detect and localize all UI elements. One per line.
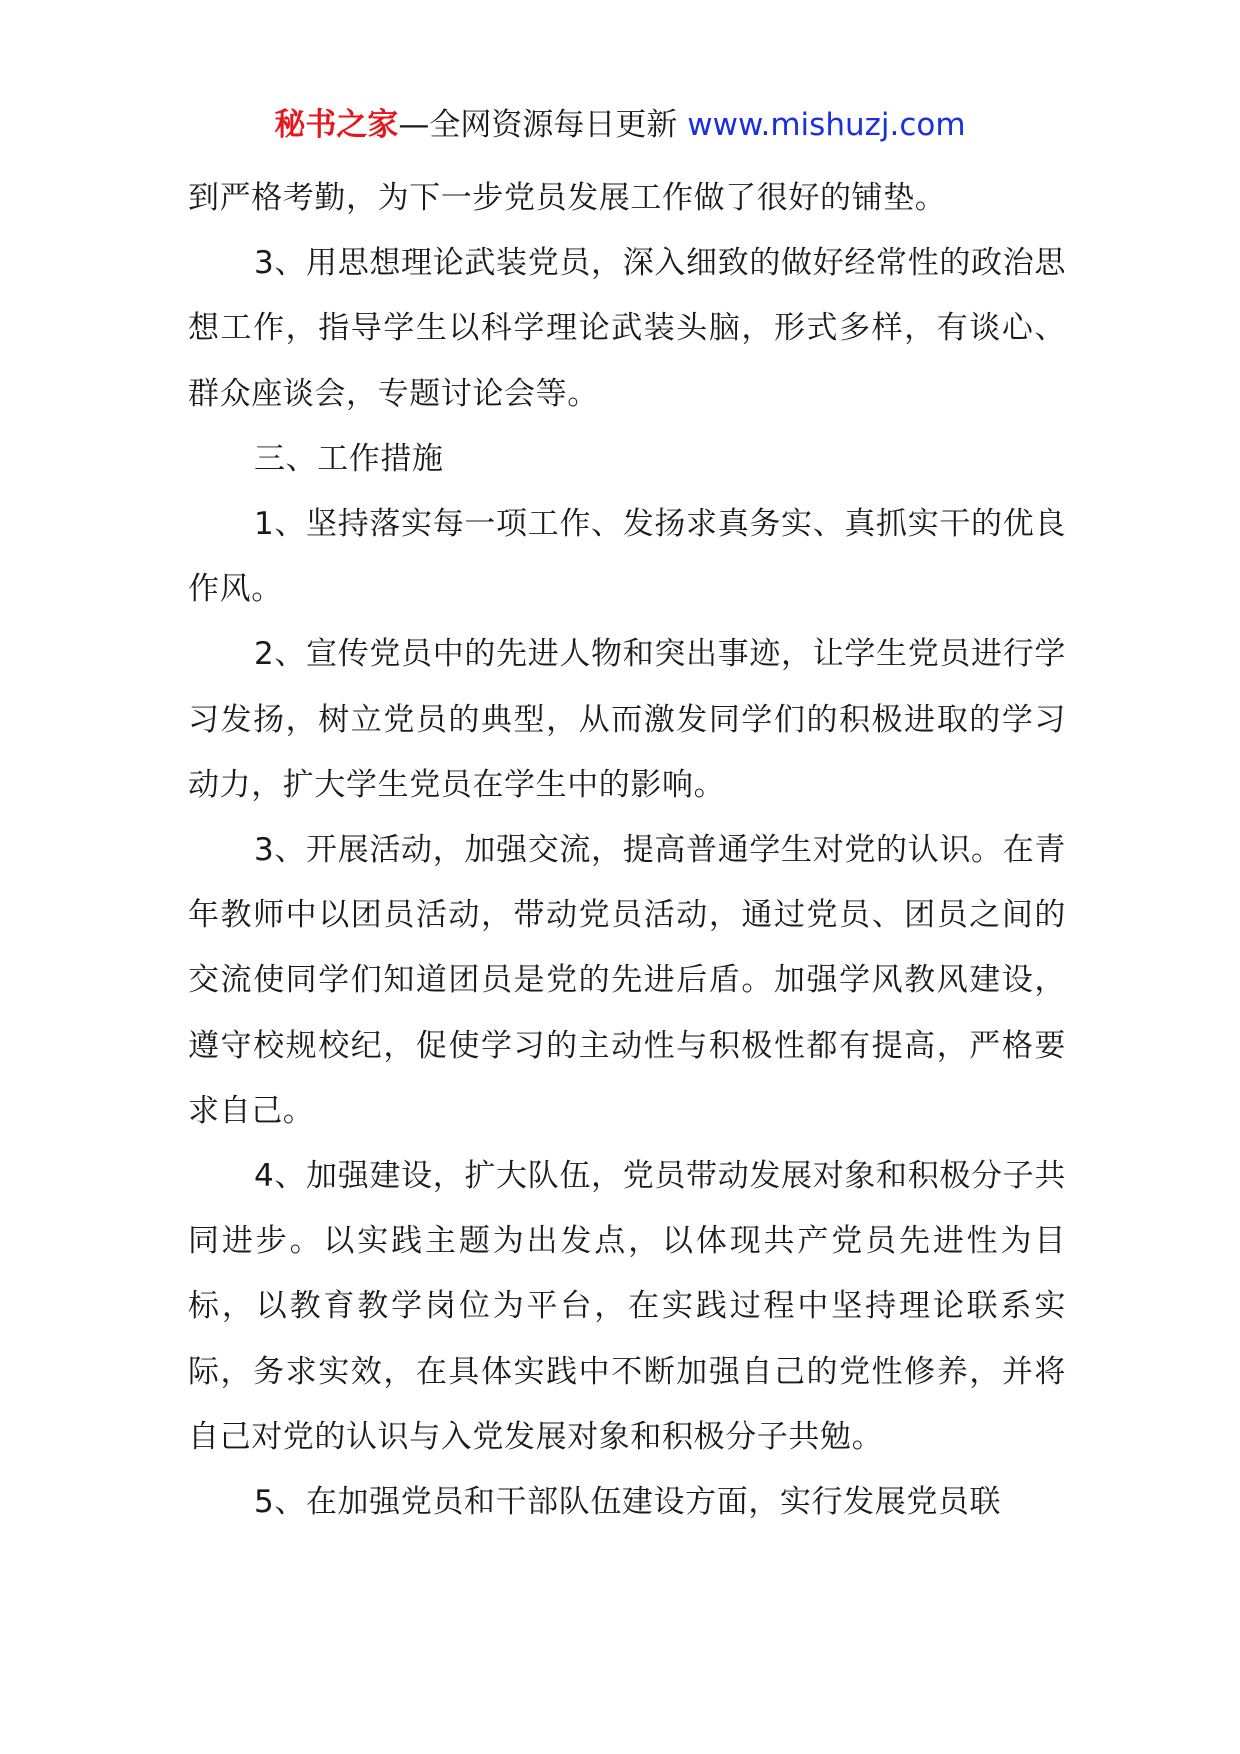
section-heading-work-measures: 三、工作措施 (254, 440, 444, 477)
paragraph-continuation: 到严格考勤，为下一步党员发展工作做了很好的铺垫。 (188, 180, 947, 216)
site-tagline: —全网资源每日更新 (398, 107, 688, 143)
paragraph-measure-2: 2、宣传党员中的先进人物和突出事迹，让学生党员进行学习发扬，树立党员的典型，从而激发同学们的积极进取的学习动力，扩大学生党员在学生中的影响。 (188, 636, 1066, 803)
paragraph-item-3-theory: 3、用思想理论武装党员，深入细致的做好经常性的政治思想工作，指导学生以科学理论武装头脑，形式多样，有谈心、群众座谈会，专题讨论会等。 (188, 245, 1066, 412)
site-brand: 秘书之家 (274, 107, 399, 143)
paragraph-measure-3: 3、开展活动，加强交流，提高普通学生对党的认识。在青年教师中以团员活动，带动党员活动，通过党员、团员之间的交流使同学们知道团员是党的先进后盾。加强学风教风建设，遵守校规校纪，促使学习的主动性与积极性都有提高，严格要求自己。 (188, 832, 1066, 1129)
site-url-link[interactable]: www.mishuzj.com (687, 107, 966, 143)
paragraph-measure-4: 4、加强建设，扩大队伍，党员带动发展对象和积极分子共同进步。以实践主题为出发点，以体现共产党员先进性为目标，以教育教学岗位为平台，在实践过程中坚持理论联系实际，务求实效，在具体实践中不断加强自己的党性修养，并将自己对党的认识与入党发展对象和积极分子共勉。 (188, 1158, 1066, 1455)
page-header (0, 103, 1240, 147)
document-body (188, 166, 1066, 1535)
paragraph-measure-1: 1、坚持落实每一项工作、发扬求真务实、真抓实干的优良作风。 (188, 506, 1066, 608)
paragraph-measure-5: 5、在加强党员和干部队伍建设方面，实行发展党员联 (254, 1484, 1002, 1521)
